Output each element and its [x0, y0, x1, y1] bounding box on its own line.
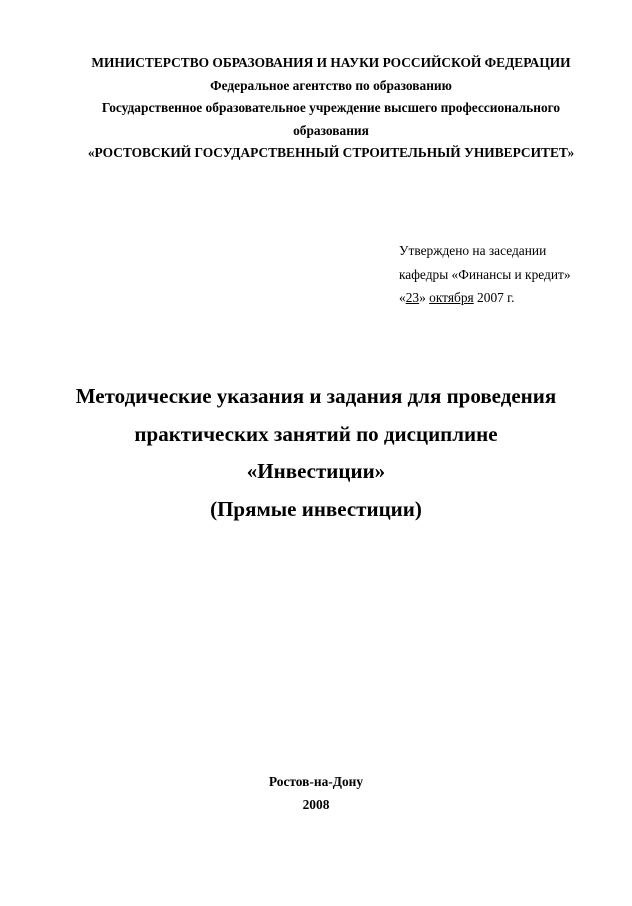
date-day: 23	[405, 290, 420, 305]
title-line4: (Прямые инвестиции)	[210, 496, 422, 521]
publication-city: Ростов-на-Дону	[268, 774, 364, 789]
date-year: 2007 г.	[477, 290, 515, 305]
document-title	[20, 378, 612, 528]
approval-date	[399, 286, 624, 310]
approval-block	[399, 239, 624, 310]
date-month: октября	[429, 290, 474, 305]
date-open-quote: «	[399, 290, 406, 305]
publication-year: 2008	[302, 797, 330, 812]
university-name: «РОСТОВСКИЙ ГОСУДАРСТВЕННЫЙ СТРОИТЕЛЬНЫЙ УНИВЕРСИТЕТ»	[87, 145, 575, 161]
title-line3: «Инвестиции»	[246, 459, 386, 483]
approval-line1: Утверждено на заседании	[399, 243, 547, 258]
title-page-header	[40, 52, 622, 165]
ministry-name: МИНИСТЕРСТВО ОБРАЗОВАНИЯ И НАУКИ РОССИЙСКОЙ ФЕДЕРАЦИИ	[91, 55, 571, 70]
institution-type-line2: образования	[293, 122, 369, 138]
title-line1: Методические указания и задания для проведения	[75, 384, 557, 408]
agency-name: Федеральное агентство по образованию	[210, 77, 452, 93]
title-line2: практических занятий по дисциплине	[134, 421, 498, 446]
publication-info	[20, 770, 612, 816]
date-close-quote: »	[419, 290, 426, 305]
institution-type-line1: Государственное образовательное учреждение высшего профессионального	[101, 100, 561, 116]
approval-line2: кафедры «Финансы и кредит»	[399, 266, 571, 282]
